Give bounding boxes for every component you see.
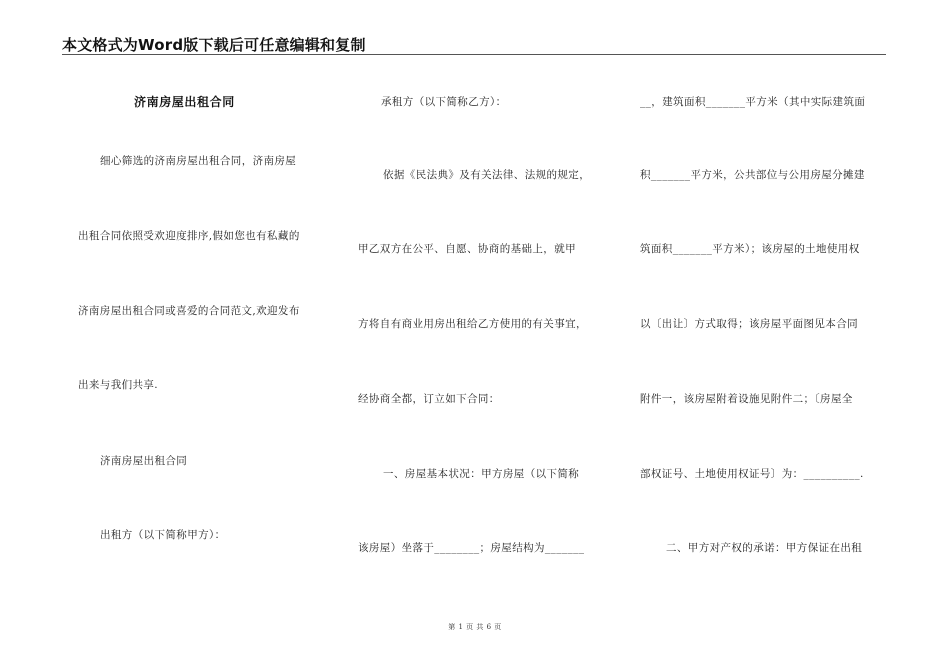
document-title: 济南房屋出租合同 xyxy=(134,95,235,109)
subheading-line: 济南房屋出租合同 xyxy=(100,455,188,467)
paragraph-line: 部权证号、土地使用权证号〕为：__________. xyxy=(640,468,864,480)
paragraph-line: 附件一，该房屋附着设施见附件二；〔房屋全 xyxy=(640,393,853,405)
page-indicator: 第 1 页 共 6 页 xyxy=(448,623,502,631)
paragraph-line: 筑面积_______平方米）；该房屋的土地使用权 xyxy=(640,243,860,255)
paragraph-line: 出租合同依照受欢迎度排序,假如您也有私藏的 xyxy=(78,230,300,242)
paragraph-line: 承租方（以下简称乙方）： xyxy=(381,96,507,108)
paragraph-line: 经协商全都，订立如下合同： xyxy=(358,393,500,405)
paragraph-line: 二、甲方对产权的承诺：甲方保证在出租 xyxy=(666,542,863,554)
paragraph-line: 一、房屋基本状况：甲方房屋（以下简称 xyxy=(383,468,580,480)
paragraph-line: 以〔出让〕方式取得；该房屋平面图见本合同 xyxy=(640,318,858,330)
paragraph-line: 该房屋）坐落于________；房屋结构为_______ xyxy=(358,542,585,554)
header-divider xyxy=(62,54,886,55)
paragraph-line: __，建筑面积_______平方米（其中实际建筑面 xyxy=(640,96,866,108)
paragraph-line: 济南房屋出租合同或喜爱的合同范文,欢迎发布 xyxy=(78,305,300,317)
paragraph-line: 出租方（以下简称甲方）： xyxy=(100,529,226,541)
paragraph-line: 出来与我们共享. xyxy=(78,379,159,391)
header-title: 本文格式为Word版下载后可任意编辑和复制 xyxy=(62,36,366,54)
paragraph-line: 细心筛选的济南房屋出租合同，济南房屋 xyxy=(100,155,297,167)
paragraph-line: 方将自有商业用房出租给乙方使用的有关事宜， xyxy=(358,318,587,330)
paragraph-line: 甲乙双方在公平、自愿、协商的基础上，就甲 xyxy=(358,243,576,255)
paragraph-line: 积_______平方米，公共部位与公用房屋分摊建 xyxy=(640,169,865,181)
paragraph-line: 依据《民法典》及有关法律、法规的规定， xyxy=(383,169,591,181)
